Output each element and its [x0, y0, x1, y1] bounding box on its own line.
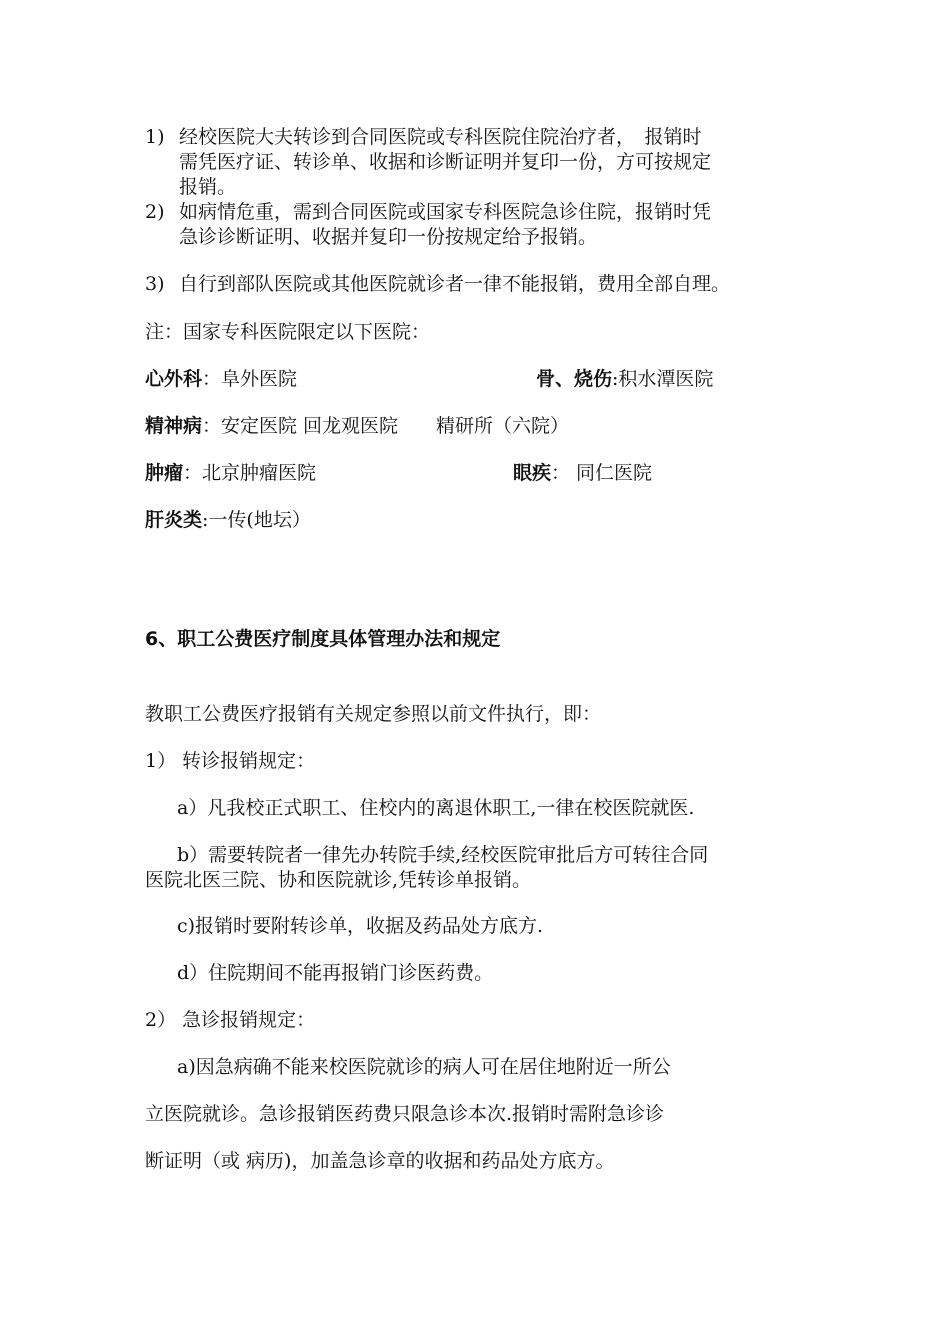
section-intro: 教职工公费医疗报销有关规定参照以前文件执行，即： [145, 703, 602, 725]
emergency-item-a: a)因急病确不能来校医院就诊的病人可在居住地附近一所公 [177, 1056, 671, 1078]
hospital-cardio [145, 367, 297, 391]
hospital-name: :一传(地坛） [202, 509, 311, 531]
hospital-eye [513, 461, 652, 485]
hospital-name: ：北京肿瘤医院 [183, 462, 317, 484]
specialty-label: 心外科 [145, 368, 203, 390]
referral-item-b-cont: 医院北医三院、协和医院就诊,凭转诊单报销。 [145, 869, 532, 891]
list-text-line: 如病情危重，需到合同医院或国家专科医院急诊住院，报销时凭 [179, 201, 712, 223]
emergency-item-a-cont: 断证明（或 病历)，加盖急诊章的收据和药品处方底方。 [145, 1150, 615, 1172]
emergency-item-a-cont: 立医院就诊。急诊报销医药费只限急诊本次.报销时需附急诊诊 [145, 1103, 665, 1125]
list-text-line: 急诊诊断证明、收据并复印一份按规定给予报销。 [179, 226, 598, 248]
specialty-label: 骨、烧伤 [536, 368, 613, 390]
list-number: 3) [145, 273, 165, 295]
hospital-hepatitis [145, 508, 311, 532]
specialty-label: 肝炎类 [145, 509, 203, 531]
list-item-1 [145, 125, 702, 149]
specialty-label: 精神病 [145, 415, 203, 437]
hospital-name: ：阜外医院 [202, 368, 298, 390]
subsection-title-emergency: 2） 急诊报销规定： [145, 1009, 316, 1031]
list-number: 2) [145, 201, 165, 223]
list-text-line: 报销。 [179, 176, 237, 198]
specialty-label: 眼疾 [513, 462, 552, 484]
list-text-line: 经校医院大夫转诊到合同医院或专科医院住院治疗者， 报销时 [179, 126, 702, 148]
subsection-title-referral: 1） 转诊报销规定： [145, 750, 316, 772]
hospital-name: ：安定医院 回龙观医院 精研所（六院） [202, 415, 570, 437]
list-item-2 [145, 200, 711, 224]
referral-item-b: b）需要转院者一律先办转院手续,经校医院审批后方可转往合同 [177, 844, 709, 866]
referral-item-d: d）住院期间不能再报销门诊医药费。 [177, 962, 494, 984]
list-number: 1) [145, 126, 165, 148]
hospital-name: :积水潭医院 [612, 368, 714, 390]
section-heading: 6、职工公费医疗制度具体管理办法和规定 [145, 628, 501, 650]
hospital-tumor [145, 461, 316, 485]
hospital-mental [145, 414, 569, 438]
hospital-name: ： 同仁医院 [551, 462, 653, 484]
hospital-bone [536, 367, 713, 391]
list-text-line: 自行到部队医院或其他医院就诊者一律不能报销，费用全部自理。 [179, 273, 731, 295]
list-item-3 [145, 272, 730, 296]
referral-item-c: c)报销时要附转诊单，收据及药品处方底方. [177, 915, 544, 937]
referral-item-a: a）凡我校正式职工、住校内的离退休职工,一律在校医院就医. [177, 797, 695, 819]
list-text-line: 需凭医疗证、转诊单、收据和诊断证明并复印一份，方可按规定 [179, 151, 712, 173]
specialty-label: 肿瘤 [145, 462, 184, 484]
note-text: 注：国家专科医院限定以下医院： [145, 321, 431, 343]
